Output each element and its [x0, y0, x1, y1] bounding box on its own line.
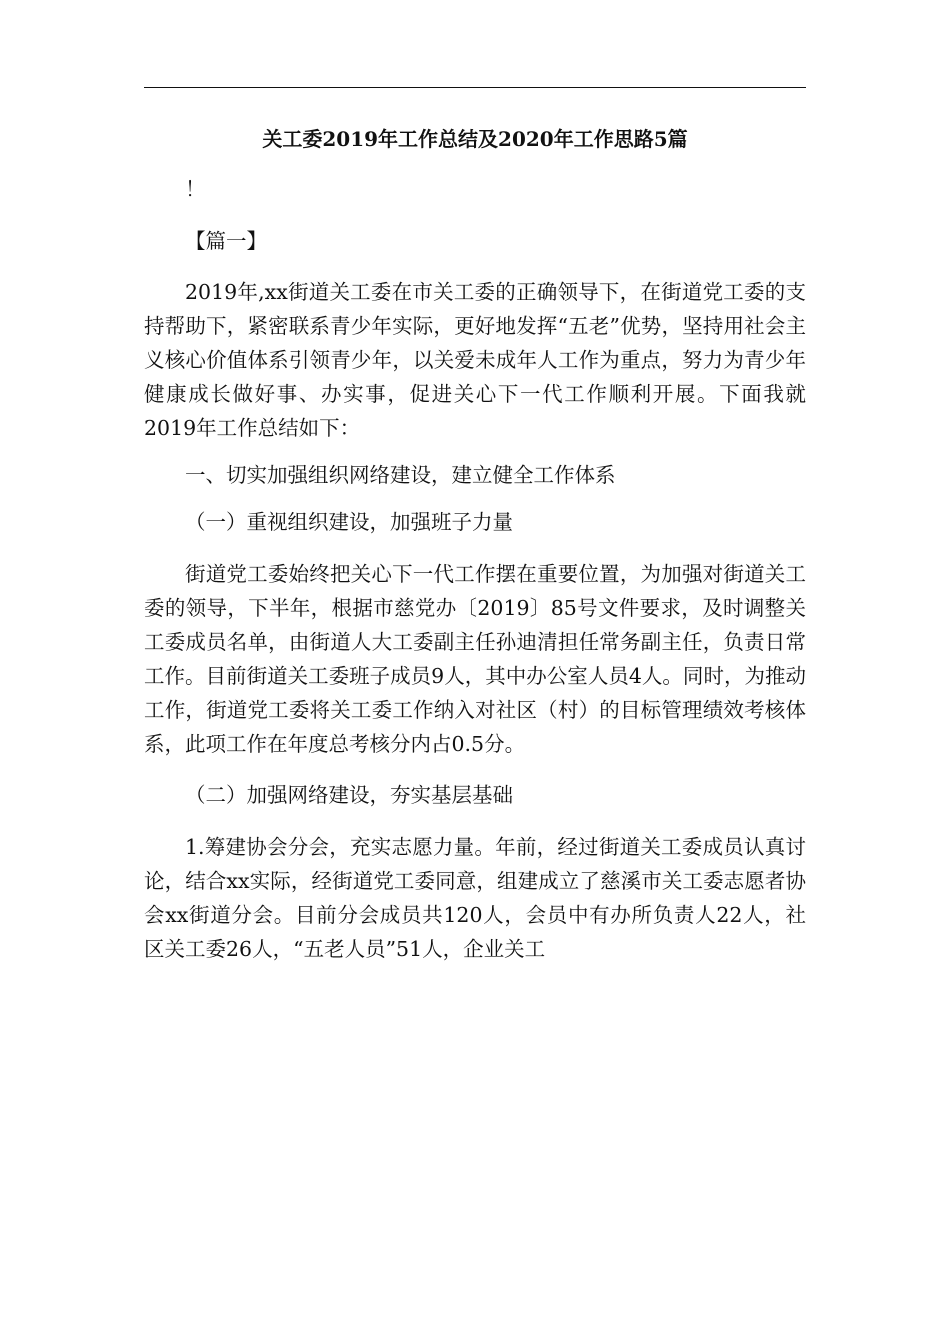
paragraph-association: 1.筹建协会分会，充实志愿力量。年前，经过街道关工委成员认真讨论，结合xx实际，经街道党工委同意，组建成立了慈溪市关工委志愿者协会xx街道分会。目前分会成员共120人，会员中有办所负责人22人，社区关工委26人，“五老人员”51人，企业关工 — [144, 834, 806, 961]
paragraph-section-one: 【篇一】 — [185, 228, 267, 253]
header-rule — [144, 87, 806, 88]
document-body — [144, 172, 806, 966]
heading-part-one: 一、切实加强组织网络建设，建立健全工作体系 — [185, 463, 616, 487]
subheading-network: （二）加强网络建设，夯实基层基础 — [185, 783, 513, 807]
paragraph-exclamation: ！ — [185, 177, 206, 201]
document-title: 关工委2019年工作总结及2020年工作思路5篇 — [262, 127, 688, 151]
paragraph-organization: 街道党工委始终把关心下一代工作摆在重要位置，为加强对街道关工委的领导，下半年，根据市慈党办〔2019〕85号文件要求，及时调整关工委成员名单，由街道人大工委副主任孙迪清担任常务副主任，负责日常工作。目前街道关工委班子成员9人，其中办公室人员4人。同时，为推动工作，街道党工委将关工委工作纳入对社区（村）的目标管理绩效考核体系，此项工作在年度总考核分内占0.5分。 — [144, 561, 806, 756]
paragraph-intro: 2019年,xx街道关工委在市关工委的正确领导下，在街道党工委的支持帮助下，紧密联系青少年实际，更好地发挥“五老”优势，坚持用社会主义核心价值体系引领青少年，以关爱未成年人工作为重点，努力为青少年健康成长做好事、办实事，促进关心下一代工作顺利开展。下面我就2019年工作总结如下： — [144, 280, 806, 440]
subheading-organization: （一）重视组织建设，加强班子力量 — [185, 510, 513, 534]
